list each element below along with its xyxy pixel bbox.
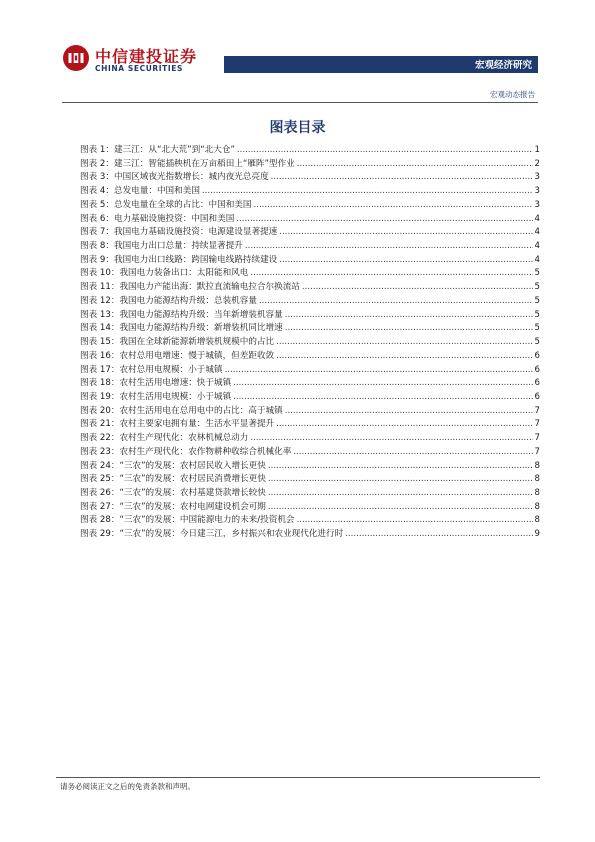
toc-entry-leader [268, 501, 533, 515]
toc-entry[interactable] [80, 295, 540, 309]
toc-entry[interactable] [80, 514, 540, 528]
toc-entry-page[interactable]: 8 [534, 501, 540, 512]
toc-entry-leader [236, 213, 532, 227]
toc-entry-page[interactable]: 7 [534, 419, 540, 430]
toc-entry[interactable] [80, 432, 540, 446]
toc-entry-leader [279, 254, 532, 268]
toc-entry[interactable] [80, 158, 540, 172]
report-category: 宏观经济研究 [474, 60, 532, 71]
toc-entry[interactable] [80, 405, 540, 419]
toc-entry[interactable] [80, 185, 540, 199]
toc-entry-page[interactable]: 3 [534, 172, 540, 183]
toc-entry-page[interactable]: 7 [534, 446, 540, 457]
toc-entry-page[interactable]: 5 [534, 309, 540, 320]
toc-entry[interactable] [80, 240, 540, 254]
toc-entry[interactable] [80, 199, 540, 213]
toc-entry[interactable] [80, 350, 540, 364]
toc-entry[interactable] [80, 254, 540, 268]
toc-entry-label[interactable]: 图表 25：“三农”的发展：农村居民消费增长更快 [80, 474, 266, 485]
report-type: 宏观动态报告 [490, 90, 535, 99]
toc-entry-leader [259, 295, 533, 309]
toc-entry-page[interactable]: 6 [534, 391, 540, 402]
toc-entry-leader [276, 350, 532, 364]
toc-entry[interactable] [80, 309, 540, 323]
toc-entry[interactable] [80, 377, 540, 391]
toc-entry-page[interactable]: 4 [534, 227, 540, 238]
toc-entry-label[interactable]: 图表 11：我国电力产能出海：默拉直流输电拉合尔换流站 [80, 282, 300, 293]
toc-entry-label[interactable]: 图表 5：总发电量在全球的占比：中国和美国 [80, 199, 252, 210]
toc-entry-label[interactable]: 图表 14：我国电力能源结构升级：新增装机同比增速 [80, 323, 283, 334]
toc-entry-page[interactable]: 7 [534, 405, 540, 416]
toc-entry-page[interactable]: 3 [534, 199, 540, 210]
toc-entry[interactable] [80, 501, 540, 515]
toc-entry[interactable] [80, 281, 540, 295]
toc-entry-page[interactable]: 7 [534, 433, 540, 444]
toc-entry-label[interactable]: 图表 21：农村主要家电拥有量：生活水平显著提升 [80, 419, 275, 430]
toc-entry-label[interactable]: 图表 13：我国电力能源结构升级：当年新增装机容量 [80, 309, 283, 320]
toc-entry-label[interactable]: 图表 2：建三江：智能插秧机在万亩稻田上“雁阵”型作业 [80, 158, 295, 169]
toc-entry[interactable] [80, 322, 540, 336]
toc-entry[interactable] [80, 473, 540, 487]
toc-entry-page[interactable]: 1 [534, 145, 540, 155]
toc-entry-label[interactable]: 图表 22：农村生产现代化：农林机械总动力 [80, 433, 249, 444]
logo-chinese-name: 中信建投证券 [95, 47, 198, 66]
toc-entry-leader [253, 199, 532, 213]
toc-entry-page[interactable]: 5 [534, 268, 540, 279]
toc-entry-leader [233, 391, 532, 405]
toc-entry-page[interactable]: 9 [534, 529, 540, 540]
toc-entry[interactable] [80, 364, 540, 378]
toc-entry-page[interactable]: 8 [534, 474, 540, 485]
toc-entry-label[interactable]: 图表 24：“三农”的发展：农村居民收入增长更快 [80, 460, 266, 471]
toc-entry[interactable] [80, 267, 540, 281]
toc-entry[interactable] [80, 391, 540, 405]
toc-entry-label[interactable]: 图表 4：总发电量：中国和美国 [80, 186, 200, 197]
company-logo [62, 44, 212, 76]
toc-entry-page[interactable]: 5 [534, 282, 540, 293]
toc-entry-label[interactable]: 图表 20：农村生活用电在总用电中的占比：高于城镇 [80, 405, 283, 416]
toc-entry-label[interactable]: 图表 19：农村生活用电规模：小于城镇 [80, 391, 232, 402]
toc-entry-label[interactable]: 图表 3：中国区域夜光指数增长：城内夜光总亮度 [80, 172, 269, 183]
toc-entry-page[interactable]: 3 [534, 186, 540, 197]
toc-entry-leader [271, 171, 533, 185]
toc-entry-page[interactable]: 2 [534, 158, 540, 169]
header-divider [62, 102, 538, 103]
toc-entry-label[interactable]: 图表 15：我国在全球新能源新增装机规模中的占比 [80, 337, 275, 348]
toc-entry-page[interactable]: 8 [534, 515, 540, 526]
toc-entry[interactable] [80, 418, 540, 432]
toc-entry-leader [276, 336, 532, 350]
toc-entry-label[interactable]: 图表 23：农村生产现代化：农作物耕种收综合机械化率 [80, 446, 292, 457]
toc-entry-leader [297, 158, 533, 172]
toc-entry-label[interactable]: 图表 9：我国电力出口线路：跨国输电线路持续建设 [80, 254, 278, 265]
toc-entry-page[interactable]: 5 [534, 323, 540, 334]
toc-entry-page[interactable]: 6 [534, 378, 540, 389]
toc-entry-label[interactable]: 图表 29：“三农”的发展：今日建三江，乡村振兴和农业现代化进行时 [80, 529, 344, 540]
toc-list [80, 144, 540, 542]
toc-entry-leader [279, 226, 532, 240]
toc-entry[interactable] [80, 144, 540, 158]
toc-entry-label[interactable]: 图表 10：我国电力装备出口：太阳能和风电 [80, 268, 249, 279]
toc-entry-leader [285, 405, 533, 419]
toc-title: 图表目录 [269, 120, 326, 136]
toc-entry-leader [225, 364, 533, 378]
toc-entry-leader [285, 309, 533, 323]
toc-entry-page[interactable]: 4 [534, 241, 540, 252]
footer-divider [56, 777, 540, 778]
toc-entry-page[interactable]: 5 [534, 295, 540, 306]
toc-entry-label[interactable]: 图表 6：电力基础设施投资：中国和美国 [80, 213, 235, 224]
toc-entry-label[interactable]: 图表 28：“三农”的发展：中国能源电力的未来/投资机会 [80, 515, 295, 526]
header-bar [224, 56, 538, 73]
toc-entry-label[interactable]: 图表 27：“三农”的发展：农村电网建设机会可期 [80, 501, 266, 512]
toc-entry[interactable] [80, 171, 540, 185]
toc-entry-label[interactable]: 图表 1：建三江：从“北大荒”到“北大仓” [80, 145, 235, 155]
toc-entry-leader [302, 281, 533, 295]
toc-entry-leader [237, 144, 533, 158]
toc-entry[interactable] [80, 226, 540, 240]
toc-entry-label[interactable]: 图表 8：我国电力出口总量：持续显著提升 [80, 241, 243, 252]
toc-entry-leader [276, 418, 532, 432]
toc-entry-page[interactable]: 6 [534, 364, 540, 375]
toc-entry-page[interactable]: 8 [534, 487, 540, 498]
toc-entry-leader [233, 377, 532, 391]
toc-entry[interactable] [80, 446, 540, 460]
toc-entry-label[interactable]: 图表 16：农村总用电增速：慢于城镇，但差距收敛 [80, 350, 275, 361]
toc-entry-page[interactable]: 8 [534, 460, 540, 471]
toc-entry-leader [285, 322, 533, 336]
toc-entry-leader [268, 473, 533, 487]
toc-entry-leader [293, 446, 532, 460]
toc-entry-page[interactable]: 6 [534, 350, 540, 361]
toc-entry[interactable] [80, 336, 540, 350]
toc-entry-label[interactable]: 图表 18：农村生活用电增速：快于城镇 [80, 378, 232, 389]
toc-entry-leader [345, 528, 532, 542]
toc-entry-leader [250, 432, 532, 446]
toc-entry-label[interactable]: 图表 12：我国电力能源结构升级：总装机容量 [80, 295, 257, 306]
toc-entry[interactable] [80, 528, 540, 542]
toc-entry-page[interactable]: 4 [534, 213, 540, 224]
toc-entry-leader [245, 240, 533, 254]
toc-entry[interactable] [80, 460, 540, 474]
toc-entry[interactable] [80, 487, 540, 501]
toc-entry-leader [297, 514, 533, 528]
toc-entry[interactable] [80, 213, 540, 227]
toc-entry-page[interactable]: 4 [534, 254, 540, 265]
toc-entry-leader [250, 267, 532, 281]
toc-entry-page[interactable]: 5 [534, 337, 540, 348]
toc-entry-leader [268, 460, 533, 474]
toc-entry-leader [202, 185, 533, 199]
toc-entry-label[interactable]: 图表 17：农村总用电规模：小于城镇 [80, 364, 223, 375]
citic-logo-icon [62, 44, 90, 72]
footer-disclaimer: 请务必阅读正文之后的免责条款和声明。 [60, 782, 195, 791]
toc-entry-label[interactable]: 图表 26：“三农”的发展：农村基建贷款增长较快 [80, 487, 266, 498]
toc-entry-label[interactable]: 图表 7：我国电力基础设施投资：电源建设显著提速 [80, 227, 278, 238]
toc-entry-leader [268, 487, 533, 501]
logo-english-name: CHINA SECURITIES [95, 64, 183, 73]
